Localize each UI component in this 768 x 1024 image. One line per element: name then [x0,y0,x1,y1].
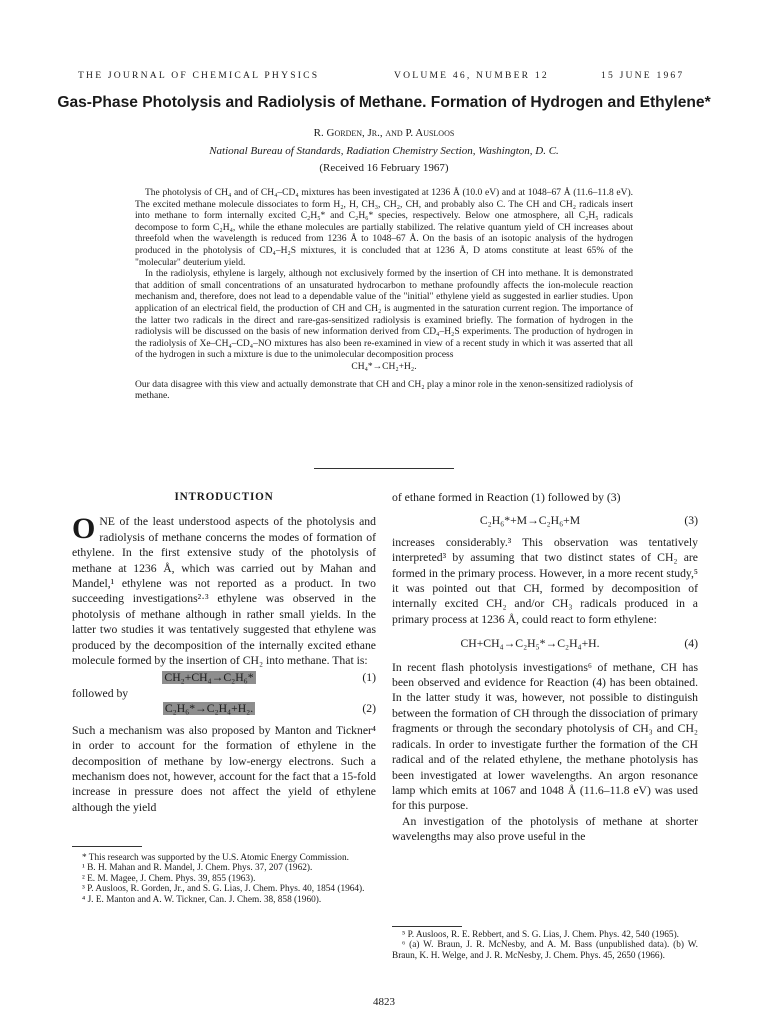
equation-1-number: (1) [362,671,376,685]
footnote: ⁴ J. E. Manton and A. W. Tickner, Can. J. Chem. 38, 858 (1960). [82,894,322,905]
equation-3-text: C₂H₆*+M→C₂H₆+M [479,514,581,528]
section-heading: INTRODUCTION [174,491,274,503]
footnote-rule [72,846,142,847]
footnote: ³ P. Ausloos, R. Gorden, Jr., and S. G. Lias, J. Chem. Phys. 40, 1854 (1964). [82,884,365,895]
equation-3-number: (3) [684,514,698,528]
affiliation: National Bureau of Standards, Radiation Chemistry Section, Washington, D. C. [209,145,559,157]
footnote: ⁵ P. Ausloos, R. E. Rebbert, and S. G. Lias, J. Chem. Phys. 42, 540 (1965). [402,930,679,940]
abstract [135,188,633,403]
footnote: * This research was supported by the U.S. Atomic Energy Commission. [82,853,349,863]
equation-2-text: C₂H₆*→C₂H₄+H₂. [164,702,254,716]
page-number: 4823 [373,996,395,1008]
body-paragraph: In recent flash photolysis investigations⁶ of methane, CH has been observed and evidence for Reaction (4) has been obtained. In the latter study it was, however, not possible to distinguish between the formation of CH through the dissociation of primary fragments or through the secondary photolysis of CH₃ and CH₂ radicals. In order to investigate further the formation of the CH radical and of the related ethylene, the methane photolysis has been investigated at lower wavelengths. An argon resonance lamp which emits at 1067 and 1048 Å (11.6–11.8 eV) was used for this purpose. [392,660,698,813]
equation-3 [392,513,698,528]
abstract-paragraph: The photolysis of CH₄ and of CH₄–CD₄ mixtures has been investigated at 1236 Å (10.0 eV) and at 1048–67 Å (11.6–11.8 eV). The excited methane molecule dissociates to form H₂, H, CH₃, CH₂, CH, and probably also C. The CH and CH₂ radicals insert into methane to form internally excited C₂H₅* and C₂H₆* species, respectively. Below one atmosphere, all C₂H₅ radicals decompose to form C₂H₄, while the ethane molecules are partially stabilized. The relative quantum yield of CH increases about threefold when the wavelength is reduced from 1236 Å to 1048–67 Å. On the basis of an isotopic analysis of the hydrogen produced in the photolysis of CD₄–H₂S mixtures, it is concluded that at 1236 Å, D atoms constitute at least 65% of the "molecular" deuterium yield. [135,188,633,268]
equation-4 [392,636,698,651]
right-footnotes [392,930,698,961]
drop-cap: O [72,512,96,546]
body-paragraph: of ethane formed in Reaction (1) followed by (3) [392,491,621,504]
equation-4-text: CH+CH₄→C₂H₅*→C₂H₄+H. [460,637,600,651]
body-paragraph: An investigation of the photolysis of methane at shorter wavelengths may also prove useful in the [392,814,698,844]
abstract-paragraph: In the radiolysis, ethylene is largely, although not exclusively formed by the insertion of CH into methane. It is demonstrated that addition of small concentrations of an unsaturated hydrocarbon to methane profoundly affects the ion-molecule reaction mechanism and, therefore, does not lead to a dependable value of the "initial" ethylene yield as suggested in earlier studies. Upon application of an electrical field, the production of CH and CH₂ is augmented in the saturation current region. The importance of the latter two radicals in the direct and rare-gas-sensitized radiolysis is examined briefly. The formation of hydrogen in the radiolysis will be discussed on the basis of new information derived from CD₄–H₂S experiments. The production of hydrogen in the radiolysis of Xe–CH₄–CD₄–NO mixtures has also been re-examined in view of a recent study in which it was asserted that all of the hydrogen in such a mixture is due to the unimolecular decomposition process [135,269,633,361]
equation-1 [72,670,376,685]
received-date: (Received 16 February 1967) [319,162,449,174]
equation-2-number: (2) [362,702,376,716]
footnote: ⁶ (a) W. Braun, J. R. McNesby, and A. M. Bass (unpublished data). (b) W. Braun, K. H. Welge, and J. R. McNesby, J. Chem. Phys. 45, 2650 (1966). [392,940,698,961]
volume-number: VOLUME 46, NUMBER 12 [394,70,549,81]
left-column [72,490,376,815]
footnote: ² E. M. Magee, J. Chem. Phys. 39, 855 (1963). [82,873,256,884]
abstract-equation: CH₄*→CH₂+H₂. [351,361,417,372]
right-column [392,490,698,845]
body-paragraph: Such a mechanism was also proposed by Manton and Tickner⁴ in order to account for the formation of ethylene in the decomposition of methane by low-energy electrons. Such a mechanism does not, however, account for the fact that a 15-fold increase in pressure does not affect the yield of ethylene although the yield [72,723,376,814]
authors: R. Gorden, Jr., and P. Ausloos [313,127,455,139]
article-title: Gas-Phase Photolysis and Radiolysis of Methane. Formation of Hydrogen and Ethylene* [57,94,711,111]
equation-1-text: CH₂+CH₄→C₂H₆* [164,671,254,685]
section-divider [314,468,454,469]
body-paragraph: increases considerably.³ This observation was tentatively interpreted³ by assuming that two distinct states of CH₂ are formed in the primary process. However, in a more recent study,⁵ it was pointed out that CH, formed by decomposition of internally excited CH₂ and/or CH₃ radicals produced in a primary process at 1236 Å, could react to form ethylene: [392,535,698,626]
footnote-rule [392,926,462,927]
equation-2 [72,701,376,716]
intro-text: NE of the least understood aspects of the photolysis and radiolysis of methane concerns the modes of formation of ethylene. In the first extensive study of the photolysis of methane at 1236 Å, which was carried out by Mahan and Mandel,¹ ethylene was not reported as a product. In two succeeding investigations²·³ ethylene was observed in the photolysis of methane although in rather small yields. In the latter two studies it was tentatively suggested that ethylene was produced by the decomposition of the internally excited ethane molecule formed by the insertion of CH₂ into methane. That is: [72,515,376,668]
equation-4-number: (4) [684,637,698,651]
abstract-paragraph: Our data disagree with this view and actually demonstrate that CH and CH₂ play a minor role in the xenon-sensitized radiolysis of methane. [135,379,633,402]
left-footnotes [72,853,376,905]
journal-name: THE JOURNAL OF CHEMICAL PHYSICS [78,70,320,81]
issue-date: 15 JUNE 1967 [601,70,685,81]
footnote: ¹ B. H. Mahan and R. Mandel, J. Chem. Phys. 37, 207 (1962). [82,863,313,874]
followed-by-text: followed by [72,686,129,700]
intro-paragraph [72,514,376,668]
